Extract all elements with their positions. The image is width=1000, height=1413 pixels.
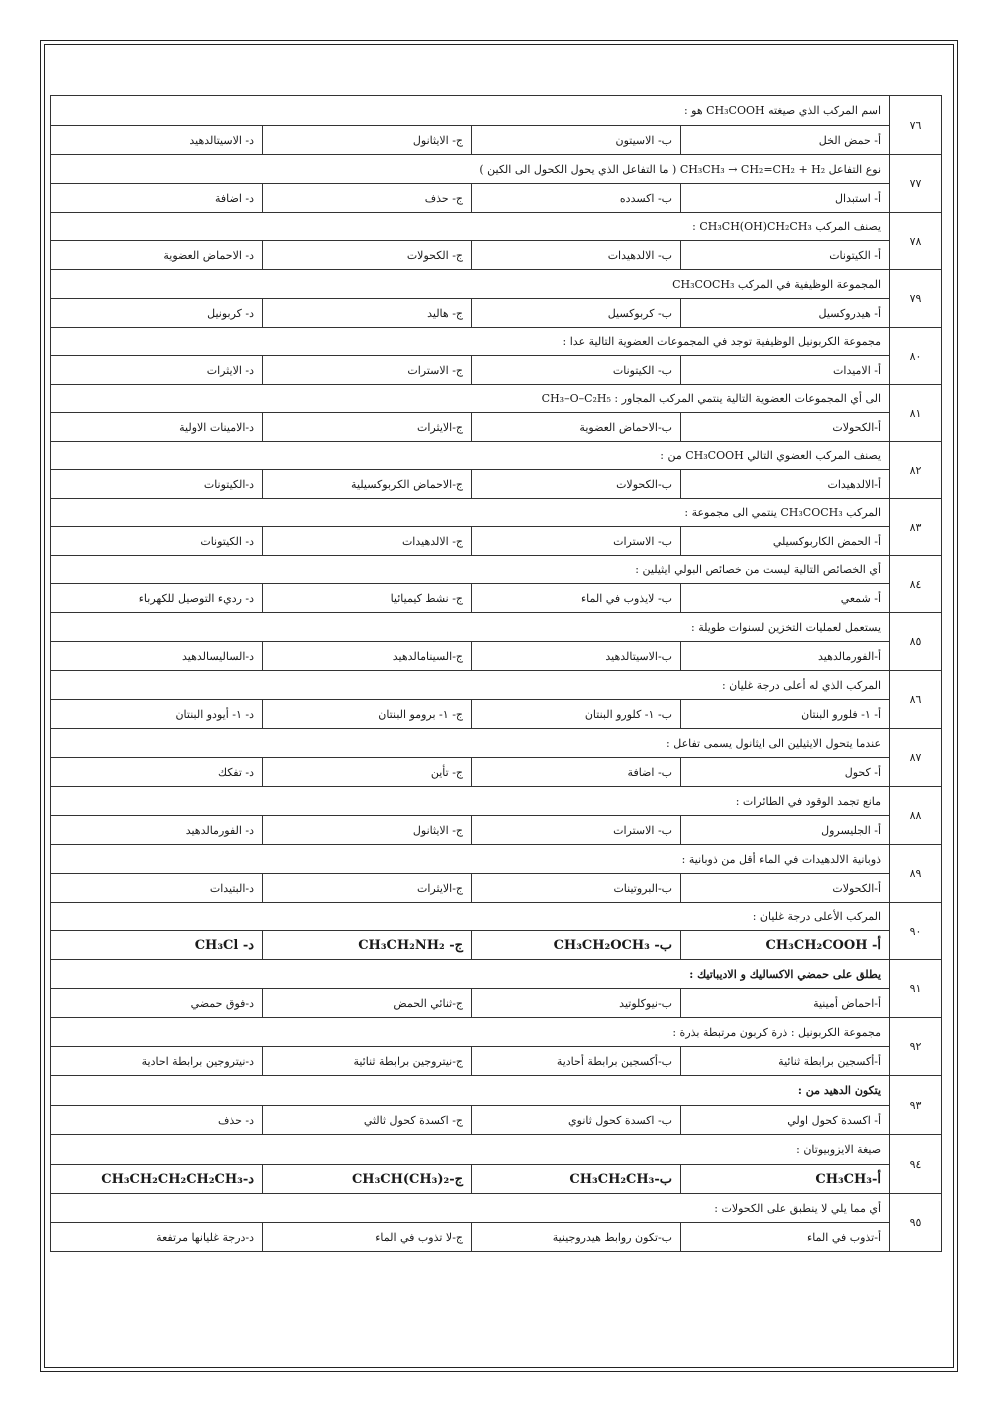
question-text: يتكون الدهيد من :: [51, 1076, 890, 1106]
option-b[interactable]: ب- اكسدده: [472, 184, 681, 213]
options-row: [51, 356, 942, 385]
option-a[interactable]: أ- شمعي: [681, 584, 890, 613]
question-number: ٨٩: [890, 845, 942, 903]
option-b[interactable]: ب- الاسيتون: [472, 126, 681, 155]
question-number: ٩٤: [890, 1135, 942, 1194]
options-row: [51, 1106, 942, 1135]
option-formula: CH₃CH₃-أ: [815, 1171, 882, 1187]
question-row: [51, 787, 942, 816]
option-d[interactable]: د-درجة غليانها مرتفعة: [51, 1223, 263, 1252]
option-c[interactable]: ج-ثنائي الحمض: [263, 989, 472, 1018]
option-d[interactable]: [51, 931, 263, 960]
option-b[interactable]: ب- اكسدة كحول ثانوي: [472, 1106, 681, 1135]
option-a[interactable]: أ- ١- فلورو البنتان: [681, 700, 890, 729]
option-d[interactable]: د- حذف: [51, 1106, 263, 1135]
option-formula: CH₃CH₂OCH₃ -ب: [553, 937, 673, 953]
question-text: مانع تجمد الوقود في الطائرات :: [51, 787, 890, 816]
question-number: ٧٩: [890, 270, 942, 328]
option-b[interactable]: ب-البروتينات: [472, 874, 681, 903]
question-number: ٨٢: [890, 442, 942, 499]
question-text: عندما يتحول الايثيلين الى ايثانول يسمى تفاعل :: [51, 729, 890, 758]
question-row: [51, 613, 942, 642]
option-b[interactable]: ب- الالدهيدات: [472, 241, 681, 270]
option-b[interactable]: ب-تكون روابط هيدروجينية: [472, 1223, 681, 1252]
option-a[interactable]: أ- الكيتونات: [681, 241, 890, 270]
option-c[interactable]: ج- الالدهيدات: [263, 527, 472, 556]
question-text: أي مما يلي لا ينطبق على الكحولات :: [51, 1194, 890, 1223]
question-number: ٨٥: [890, 613, 942, 671]
option-b[interactable]: ب-الاحماض العضوية: [472, 413, 681, 442]
option-c[interactable]: ج- هاليد: [263, 299, 472, 328]
options-row: [51, 299, 942, 328]
option-d[interactable]: د- الاحماض العضوية: [51, 241, 263, 270]
option-a[interactable]: أ-تذوب في الماء: [681, 1223, 890, 1252]
option-c[interactable]: [263, 1165, 472, 1194]
option-b[interactable]: ب- الاسترات: [472, 527, 681, 556]
option-c[interactable]: ج- الاسترات: [263, 356, 472, 385]
option-formula: CH₃CH(CH₃)₂-ج: [351, 1171, 464, 1187]
option-d[interactable]: [51, 1165, 263, 1194]
option-b[interactable]: ب-أكسجين برابطة أحادية: [472, 1047, 681, 1076]
question-row: [51, 328, 942, 356]
option-formula: CH₃CH₂NH₂ -ج: [358, 937, 464, 953]
question-text: ذوبانية الالدهيدات في الماء أقل من ذوبانية :: [51, 845, 890, 874]
option-d[interactable]: د- اضافة: [51, 184, 263, 213]
options-row: [51, 184, 942, 213]
question-number: ٨٧: [890, 729, 942, 787]
option-d[interactable]: د-البتيدات: [51, 874, 263, 903]
option-b[interactable]: ب- اضافة: [472, 758, 681, 787]
question-number: ٩٠: [890, 903, 942, 960]
question-text: يستعمل لعمليات التخزين لسنوات طويلة :: [51, 613, 890, 642]
option-d[interactable]: د-الكيتونات: [51, 470, 263, 499]
option-a[interactable]: أ-الالدهيدات: [681, 470, 890, 499]
question-text: يطلق على حمضي الاكساليك و الاديباتيك :: [51, 960, 890, 989]
option-c[interactable]: ج-لا تذوب في الماء: [263, 1223, 472, 1252]
option-a[interactable]: [681, 931, 890, 960]
question-text: يصنف المركب العضوي التالي CH₃COOH من :: [51, 442, 890, 470]
option-a[interactable]: أ- هيدروكسيل: [681, 299, 890, 328]
option-b[interactable]: ب- ١- كلورو البنتان: [472, 700, 681, 729]
option-c[interactable]: ج- الكحولات: [263, 241, 472, 270]
option-a[interactable]: أ-الكحولات: [681, 413, 890, 442]
options-row: [51, 989, 942, 1018]
question-row: [51, 96, 942, 126]
option-b[interactable]: ب-نيوكلوتيد: [472, 989, 681, 1018]
options-row: [51, 642, 942, 671]
question-row: [51, 1135, 942, 1165]
option-b[interactable]: ب-الكحولات: [472, 470, 681, 499]
option-c[interactable]: ج-الايثرات: [263, 413, 472, 442]
option-b[interactable]: ب-الاسيتالدهيد: [472, 642, 681, 671]
question-row: [51, 1194, 942, 1223]
question-row: [51, 556, 942, 584]
options-row: [51, 527, 942, 556]
question-text: أي الخصائص التالية ليست من خصائص البولي ايثيلين :: [51, 556, 890, 584]
option-a[interactable]: أ-أكسجين برابطة ثنائية: [681, 1047, 890, 1076]
option-b[interactable]: [472, 931, 681, 960]
question-number: ٨٨: [890, 787, 942, 845]
options-row: [51, 470, 942, 499]
question-text: المجموعة الوظيفية في المركب CH₃COCH₃: [51, 270, 890, 299]
option-c[interactable]: ج-نيتروجين برابطة ثنائية: [263, 1047, 472, 1076]
option-d[interactable]: د- تفكك: [51, 758, 263, 787]
quiz-table: [50, 95, 942, 1252]
question-row: [51, 1018, 942, 1047]
options-row: [51, 413, 942, 442]
question-text: مجموعة الكربونيل : ذرة كربون مرتبطة بذرة :: [51, 1018, 890, 1047]
option-b[interactable]: ب- كربوكسيل: [472, 299, 681, 328]
options-row: [51, 1047, 942, 1076]
question-text: الى أي المجموعات العضوية التالية ينتمي المركب المجاور : CH₃–O–C₂H₅: [51, 385, 890, 413]
question-number: ٩٢: [890, 1018, 942, 1076]
option-a[interactable]: [681, 1165, 890, 1194]
option-d[interactable]: د-الساليسالدهيد: [51, 642, 263, 671]
option-a[interactable]: أ- اكسدة كحول اولي: [681, 1106, 890, 1135]
question-number: ٩٥: [890, 1194, 942, 1252]
question-number: ٨٦: [890, 671, 942, 729]
question-row: [51, 671, 942, 700]
options-row: [51, 931, 942, 960]
question-number: ٩١: [890, 960, 942, 1018]
option-a[interactable]: أ- كحول: [681, 758, 890, 787]
question-row: [51, 845, 942, 874]
option-d[interactable]: د- ١- أيودو البنتان: [51, 700, 263, 729]
options-row: [51, 816, 942, 845]
question-text: اسم المركب الذي صيغته CH₃COOH هو :: [51, 96, 890, 126]
question-number: ٩٣: [890, 1076, 942, 1135]
option-c[interactable]: ج- نشط كيميائيا: [263, 584, 472, 613]
question-text: صيغة الايزوبيوتان :: [51, 1135, 890, 1165]
question-text: المركب الذي له أعلى درجة غليان :: [51, 671, 890, 700]
option-d[interactable]: د- الكيتونات: [51, 527, 263, 556]
options-row: [51, 874, 942, 903]
question-number: ٨٠: [890, 328, 942, 385]
question-row: [51, 442, 942, 470]
options-row: [51, 584, 942, 613]
option-formula: CH₃CH₂COOH -أ: [765, 937, 882, 953]
option-a[interactable]: أ- الاميدات: [681, 356, 890, 385]
option-a[interactable]: أ- الحمض الكاربوكسيلي: [681, 527, 890, 556]
option-c[interactable]: ج-الاحماض الكربوكسيلية: [263, 470, 472, 499]
options-row: [51, 700, 942, 729]
option-b[interactable]: ب- الاسترات: [472, 816, 681, 845]
option-a[interactable]: أ-الكحولات: [681, 874, 890, 903]
question-row: [51, 499, 942, 527]
question-text: يصنف المركب CH₃CH(OH)CH₂CH₃ :: [51, 213, 890, 241]
question-number: ٨١: [890, 385, 942, 442]
option-a[interactable]: أ- استبدال: [681, 184, 890, 213]
question-row: [51, 960, 942, 989]
options-row: [51, 241, 942, 270]
option-c[interactable]: [263, 931, 472, 960]
option-b[interactable]: ب- لايذوب في الماء: [472, 584, 681, 613]
option-formula: CH₃Cl -د: [194, 937, 255, 953]
option-b[interactable]: [472, 1165, 681, 1194]
question-row: [51, 385, 942, 413]
question-row: [51, 1076, 942, 1106]
option-a[interactable]: أ-الفورمالدهيد: [681, 642, 890, 671]
question-row: [51, 729, 942, 758]
option-d[interactable]: د- الاسيتالدهيد: [51, 126, 263, 155]
option-a[interactable]: أ- الجليسرول: [681, 816, 890, 845]
option-c[interactable]: ج- الايثانول: [263, 126, 472, 155]
option-d[interactable]: د- رديء التوصيل للكهرباء: [51, 584, 263, 613]
question-number: ٨٤: [890, 556, 942, 613]
option-c[interactable]: ج- تأين: [263, 758, 472, 787]
option-c[interactable]: ج- الايثانول: [263, 816, 472, 845]
option-a[interactable]: أ-احماض أمينية: [681, 989, 890, 1018]
option-d[interactable]: د-فوق حمضي: [51, 989, 263, 1018]
option-c[interactable]: ج-الايثرات: [263, 874, 472, 903]
option-b[interactable]: ب- الكيتونات: [472, 356, 681, 385]
question-number: ٧٨: [890, 213, 942, 270]
option-c[interactable]: ج- اكسدة كحول ثالثي: [263, 1106, 472, 1135]
question-row: [51, 270, 942, 299]
option-formula: CH₃CH₂CH₃-ب: [569, 1171, 673, 1187]
question-number: ٨٣: [890, 499, 942, 556]
question-text: مجموعة الكربونيل الوظيفية توجد في المجموعات العضوية التالية عدا :: [51, 328, 890, 356]
option-c[interactable]: ج- حذف: [263, 184, 472, 213]
option-d[interactable]: د- كربونيل: [51, 299, 263, 328]
question-number: ٧٦: [890, 96, 942, 155]
question-row: [51, 903, 942, 931]
option-d[interactable]: د- الفورمالدهيد: [51, 816, 263, 845]
question-row: [51, 155, 942, 184]
option-c[interactable]: ج-السينامالدهيد: [263, 642, 472, 671]
option-formula: CH₃CH₂CH₂CH₂CH₃-د: [101, 1171, 255, 1187]
options-row: [51, 758, 942, 787]
question-text: المركب CH₃COCH₃ ينتمي الى مجموعة :: [51, 499, 890, 527]
question-row: [51, 213, 942, 241]
options-row: [51, 126, 942, 155]
option-d[interactable]: د- الايثرات: [51, 356, 263, 385]
option-d[interactable]: د-نيتروجين برابطة احادية: [51, 1047, 263, 1076]
question-text: المركب الأعلى درجة غليان :: [51, 903, 890, 931]
question-text: نوع التفاعل CH₃CH₃ → CH₂=CH₂ + H₂ ( ما التفاعل الذي يحول الكحول الى الكين ): [51, 155, 890, 184]
options-row: [51, 1223, 942, 1252]
option-c[interactable]: ج- ١- برومو البنتان: [263, 700, 472, 729]
options-row: [51, 1165, 942, 1194]
option-a[interactable]: أ- حمض الخل: [681, 126, 890, 155]
option-d[interactable]: د-الامينات الاولية: [51, 413, 263, 442]
question-number: ٧٧: [890, 155, 942, 213]
